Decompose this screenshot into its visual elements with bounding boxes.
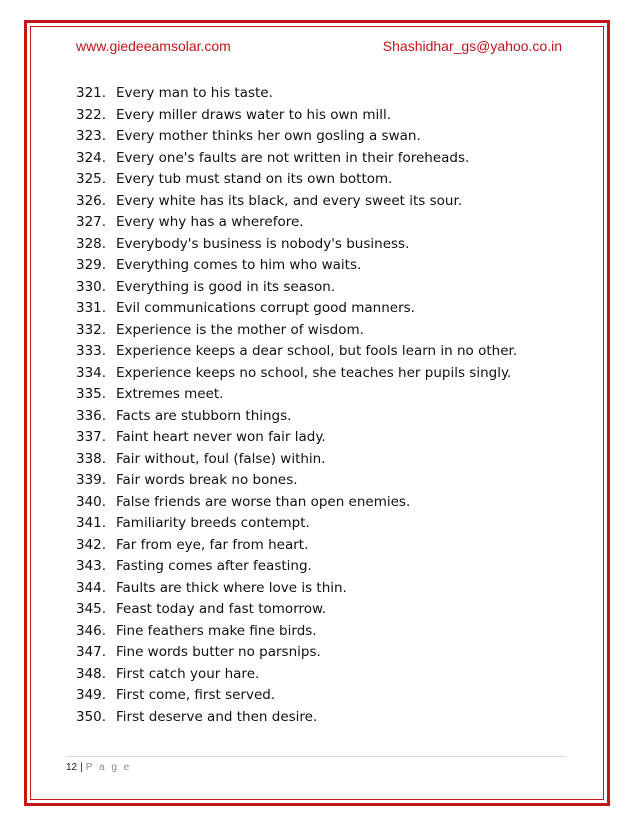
item-text: Every one's faults are not written in their foreheads. [116,149,470,166]
list-item [76,599,576,621]
item-number: 336. [76,407,107,424]
item-text: Familiarity breeds contempt. [116,515,310,531]
item-number: 327. [76,214,107,230]
list-item [76,621,576,643]
item-number: 324. [76,149,107,166]
list-item [76,363,576,385]
item-number: 321. [76,85,107,101]
item-text: Everybody's business is nobody's business. [116,235,410,252]
item-text: Experience keeps a dear school, but fools learn in no other. [116,343,518,359]
item-text: First catch your hare. [116,665,260,682]
item-number: 341. [76,515,107,531]
proverb-list [76,83,576,728]
list-item [76,234,576,256]
item-number: 343. [76,558,107,574]
list-item [76,642,576,664]
list-item [76,384,576,406]
item-number: 323. [76,128,107,144]
list-item [76,83,576,105]
item-number: 330. [76,278,107,295]
item-number: 331. [76,300,107,316]
list-item [76,535,576,557]
item-text: Faults are thick where love is thin. [116,579,347,596]
list-item [76,191,576,213]
item-text: Extremes meet. [116,386,224,402]
item-text: Every man to his taste. [116,85,273,101]
list-item [76,664,576,686]
header-website-link[interactable]: www.giedeeamsolar.com [76,38,231,54]
item-number: 349. [76,687,107,703]
item-text: Facts are stubborn things. [116,407,292,424]
item-number: 342. [76,536,107,553]
list-item [76,320,576,342]
list-item [76,492,576,514]
item-number: 328. [76,235,107,252]
item-text: Every tub must stand on its own bottom. [116,171,393,187]
item-text: Everything comes to him who waits. [116,257,362,273]
item-text: Fair without, foul (false) within. [116,450,326,467]
page-label: P a g e [85,762,132,773]
list-item [76,277,576,299]
item-number: 338. [76,450,107,467]
list-item [76,556,576,578]
item-text: Everything is good in its season. [116,278,336,295]
item-text: Far from eye, far from heart. [116,536,309,553]
item-text: Faint heart never won fair lady. [116,429,326,445]
list-item [76,707,576,729]
item-number: 350. [76,708,107,725]
page-number: 12 [66,762,78,773]
list-item [76,169,576,191]
item-text: First deserve and then desire. [116,708,318,725]
item-text: Fair words break no bones. [116,472,298,488]
list-item [76,449,576,471]
list-item [76,513,576,535]
list-item [76,255,576,277]
item-number: 344. [76,579,107,596]
item-number: 333. [76,343,107,359]
item-text: Evil communications corrupt good manners. [116,300,415,316]
list-item [76,126,576,148]
item-text: Every mother thinks her own gosling a swan. [116,128,421,144]
list-item [76,148,576,170]
item-number: 326. [76,192,107,209]
list-item [76,341,576,363]
item-number: 339. [76,472,107,488]
item-text: Feast today and fast tomorrow. [116,601,327,617]
page-footer [66,762,131,773]
list-item [76,298,576,320]
item-text: Experience is the mother of wisdom. [116,321,364,338]
item-number: 325. [76,171,107,187]
item-text: Fine feathers make fine birds. [116,622,317,639]
item-number: 329. [76,257,107,273]
item-text: First come, first served. [116,687,276,703]
item-number: 340. [76,493,107,510]
item-number: 334. [76,364,107,381]
list-item [76,427,576,449]
item-number: 348. [76,665,107,682]
item-number: 346. [76,622,107,639]
item-text: False friends are worse than open enemies. [116,493,411,510]
list-item [76,105,576,127]
list-item [76,470,576,492]
list-item [76,685,576,707]
list-item [76,406,576,428]
footer-separator: | [80,762,83,773]
item-number: 322. [76,106,107,123]
header-email-link[interactable]: Shashidhar_gs@yahoo.co.in [382,38,562,54]
footer-divider [66,756,566,757]
item-number: 347. [76,644,107,660]
list-item [76,212,576,234]
item-text: Fasting comes after feasting. [116,558,312,574]
item-number: 337. [76,429,107,445]
item-number: 335. [76,386,107,402]
item-text: Every why has a wherefore. [116,214,304,230]
item-number: 332. [76,321,107,338]
list-item [76,578,576,600]
item-text: Every white has its black, and every sweet its sour. [116,192,463,209]
item-text: Fine words butter no parsnips. [116,644,321,660]
item-number: 345. [76,601,107,617]
item-text: Experience keeps no school, she teaches her pupils singly. [116,364,512,381]
item-text: Every miller draws water to his own mill. [116,106,392,123]
